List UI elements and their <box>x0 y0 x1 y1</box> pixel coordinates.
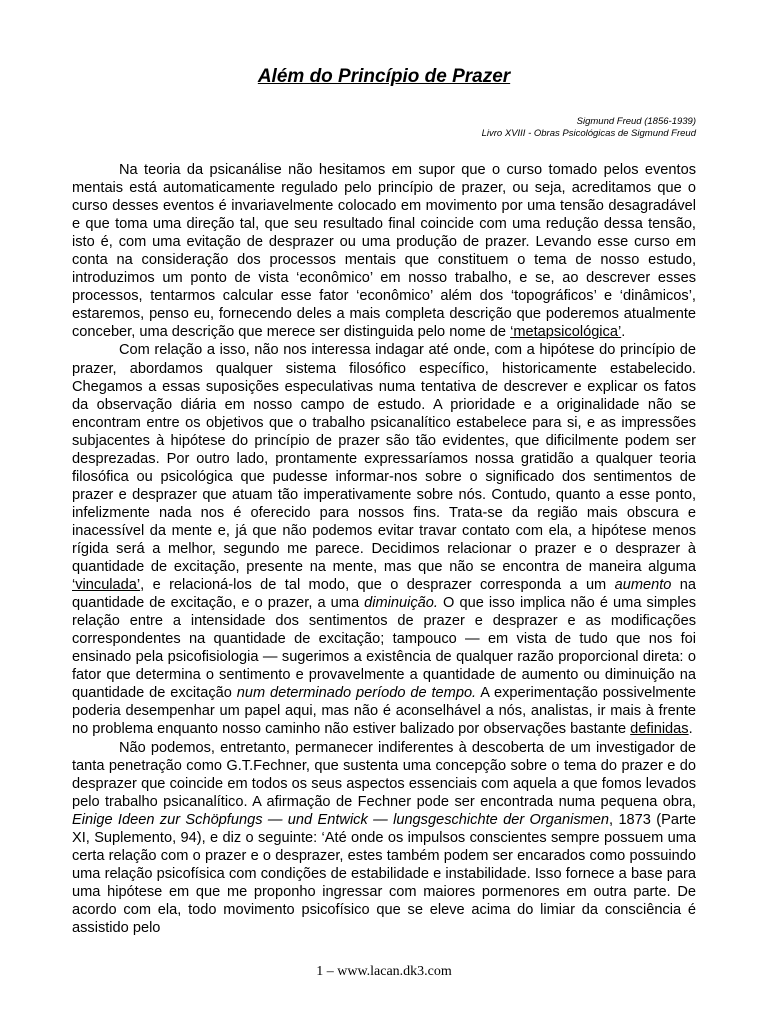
text-run: na quantidade de excitação, e o prazer, a uma <box>72 577 696 612</box>
paragraph <box>72 341 696 738</box>
underlined-text: ‘vinculada’ <box>72 577 141 594</box>
paragraph <box>72 161 696 341</box>
italic-text: Einige Ideen zur Schöpfungs — und Entwick — lungsgeschichte der Organismen <box>72 811 610 828</box>
text-run: . <box>621 324 626 341</box>
text-run: O que isso implica não é uma simples relação entre a intensidade dos sentimentos de prazer e desprazer e as modificações correspondentes na quantidade de excitação; tampouco — em vista de tudo que nos foi ensinado pela psicofisiologia — sugerimos a existência de qualquer razão proporcional direta: o fator que determina o sentimento e provavelmente a quantidade de aumento ou diminuição na quantidade de excitação <box>72 595 696 702</box>
document-body <box>72 161 696 937</box>
byline <box>482 116 696 140</box>
underlined-text: ‘metapsicológica’ <box>510 324 622 341</box>
italic-text: num determinado período de tempo. <box>236 685 477 702</box>
text-run: Com relação a isso, não nos interessa indagar até onde, com a hipótese do princípio de prazer, abordamos qualquer sistema filosófico específico, historicamente estabelecido. Chegamos a essas suposições especulativas numa tentativa de descrever e explicar os fatos da observação diária em nosso campo de estudo. A prioridade e a originalidade não se encontram entre os objetivos que o trabalho psicanalítico estabelece para si, e as impressões subjacentes à hipótese do princípio de prazer são tão evidentes, que dificilmente podem ser desprezadas. Por outro lado, prontamente expressaríamos nossa gratidão a qualquer teoria filosófica ou psicológica que pudesse informar-nos sobre o significado dos sentimentos de prazer e desprazer que atuam tão imperativamente sobre nós. Contudo, quanto a esse ponto, infelizmente nada nos é oferecido para nossos fins. Trata-se da região mais obscura e inacessível da mente e, já que não podemos evitar travar contato com ela, a hipótese menos rígida será a melhor, segundo me parece. Decidimos relacionar o prazer e o desprazer à quantidade de excitação, presente na mente, mas que não se encontra de maneira alguma <box>72 342 696 576</box>
text-run: Na teoria da psicanálise não hesitamos em supor que o curso tomado pelos eventos mentais está automaticamente regulado pelo princípio de prazer, ou seja, acreditamos que o curso desses eventos é invariavelmente colocado em movimento por uma tensão desagradável e que toma uma direção tal, que seu resultado final coincide com uma redução dessa tensão, isto é, com uma evitação de desprazer ou uma produção de prazer. Levando esse curso em conta na consideração dos processos mentais que constituem o tema de nosso estudo, introduzimos um ponto de vista ‘econômico’ em nosso trabalho, e se, ao descrever esses processos, tentarmos calcular esse fator ‘econômico’ além dos ‘topográficos’ e ‘dinâmicos’, estaremos, penso eu, fornecendo deles a mais completa descrição que poderemos atualmente conceber, uma descrição que merece ser distinguida pelo nome de <box>72 162 696 341</box>
italic-text: aumento <box>614 577 672 594</box>
text-run: Não podemos, entretanto, permanecer indiferentes à descoberta de um investigador de tanta penetração como G.T.Fechner, que sustenta uma concepção sobre o tema do prazer e do desprazer que coincide em todos os seus aspectos essenciais com aquela a que fomos levados pelo trabalho psicanalítico. A afirmação de Fechner pode ser encontrada numa pequena obra, <box>72 739 696 810</box>
page-footer: 1 – www.lacan.dk3.com <box>316 964 452 979</box>
paragraph <box>72 739 696 938</box>
text-run: , e relacioná-los de tal modo, que o desprazer corresponda a um <box>140 577 615 594</box>
underlined-text: definidas <box>630 721 689 738</box>
text-run: . <box>688 721 693 738</box>
italic-text: diminuição. <box>364 595 438 612</box>
document-title: Além do Princípio de Prazer <box>257 66 511 87</box>
text-run: A experimentação possivelmente poderia desempenhar um papel aqui, mas não é aconselhável a nós, analistas, ir mais à frente no problema enquanto nosso caminho não estiver balizado por observações bastante <box>72 685 696 738</box>
text-run: , 1873 (Parte XI, Suplemento, 94), e diz o seguinte: ‘Até onde os impulsos conscientes sempre possuem uma certa relação com o prazer e o desprazer, estes também podem ser encarados como possuindo uma relação psicofísica com condições de estabilidade e instabilidade. Isso fornece a base para uma hipótese em que me proponho ingressar com maiores pormenores em outra parte. De acordo com ela, todo movimento psicofísico que se eleve acima do limiar da consciência é assistido pelo <box>72 811 696 936</box>
source-line: Livro XVIII - Obras Psicológicas de Sigmund Freud <box>481 128 696 139</box>
author-line: Sigmund Freud (1856-1939) <box>576 116 696 127</box>
